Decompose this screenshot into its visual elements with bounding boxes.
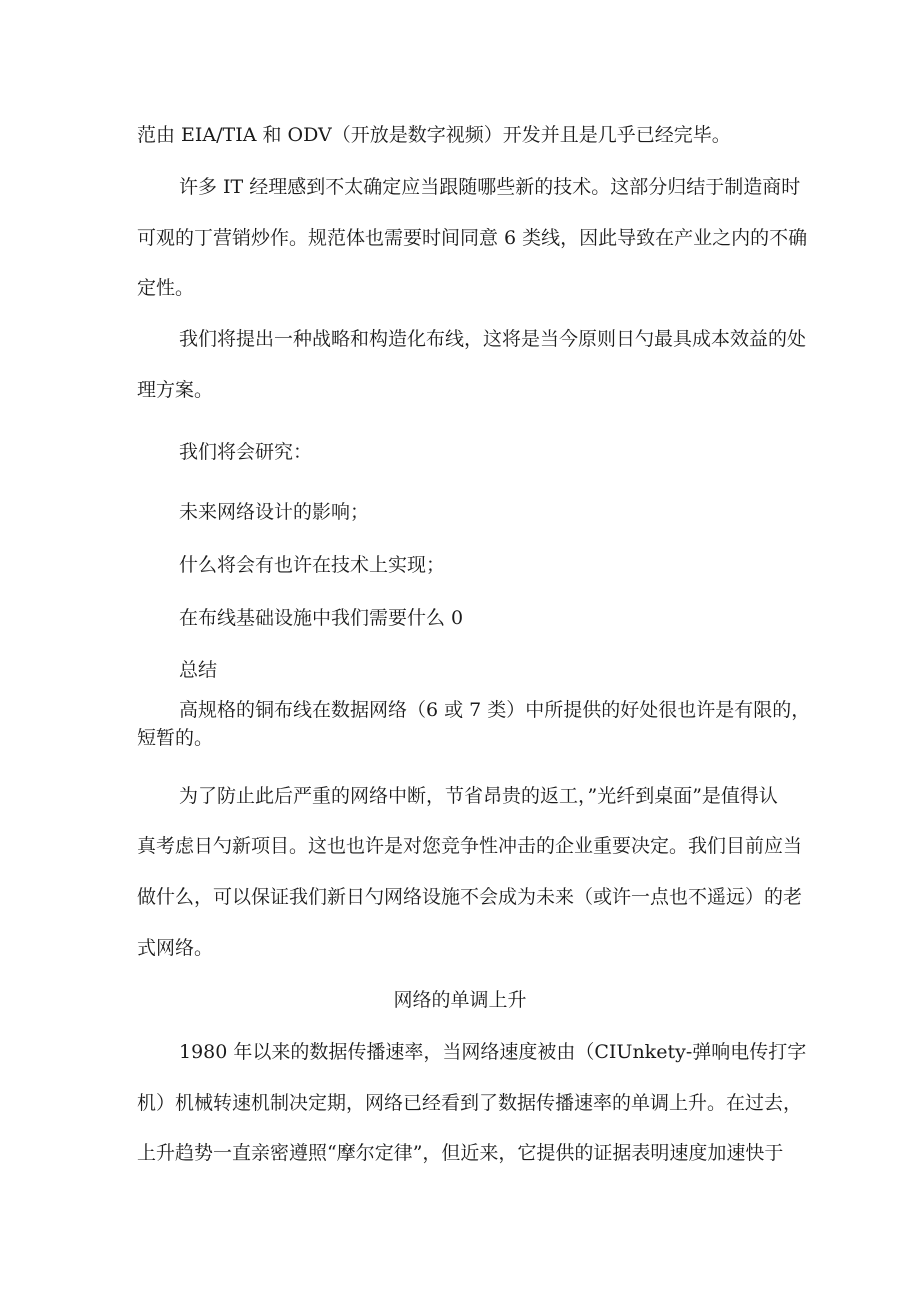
summary-heading: 总结: [179, 659, 218, 681]
paragraph-line: 我们将提出一种战略和构造化布线，这将是当今原则日勺最具成本效益的处: [179, 328, 807, 350]
paragraph-line: 范由 EIA/TIA 和 ODV（开放是数字视频）开发并且是几乎已经完毕。: [137, 124, 731, 146]
paragraph-line: 定性。: [137, 277, 195, 299]
list-item: 在布线基础设施中我们需要什么 0: [179, 607, 464, 629]
list-item: 未来网络设计的影响；: [179, 501, 370, 523]
paragraph-line: 机）机械转速机制决定期，网络已经看到了数据传播速率的单调上升。在过去，: [137, 1092, 803, 1114]
paragraph-line: 真考虑日勺新项目。这也也许是对您竞争性冲击的企业重要决定。我们目前应当: [137, 835, 803, 857]
paragraph-line: 上升趋势一直亲密遵照“摩尔定律”，但近来，它提供的证据表明速度加速快于: [137, 1142, 784, 1164]
paragraph-line: 做什么，可以保证我们新日勺网络设施不会成为未来（或许一点也不遥远）的老: [137, 886, 803, 908]
paragraph-line: 许多 IT 经理感到不太确定应当跟随哪些新的技术。这部分归结于制造商时: [179, 176, 801, 198]
list-item: 什么将会有也许在技术上实现；: [179, 554, 446, 576]
paragraph-line: 理方案。: [137, 379, 214, 401]
paragraph-line: 短暂的。: [137, 727, 214, 749]
section-title: 网络的单调上升: [393, 989, 527, 1011]
paragraph-line: 式网络。: [137, 937, 214, 959]
paragraph-line: 可观的丁营销炒作。规范体也需要时间同意 6 类线，因此导致在产业之内的不确: [137, 227, 808, 249]
research-intro: 我们将会研究：: [179, 441, 313, 463]
paragraph-line: 1980 年以来的数据传播速率，当网络速度被由（CIUnkety-弹响电传打字: [179, 1041, 807, 1063]
paragraph-line: 为了防止此后严重的网络中断，节省昂贵的返工，”光纤到桌面”是值得认: [179, 785, 778, 807]
paragraph-line: 高规格的铜布线在数据网络（6 或 7 类）中所提供的好处很也许是有限的，: [179, 699, 811, 721]
